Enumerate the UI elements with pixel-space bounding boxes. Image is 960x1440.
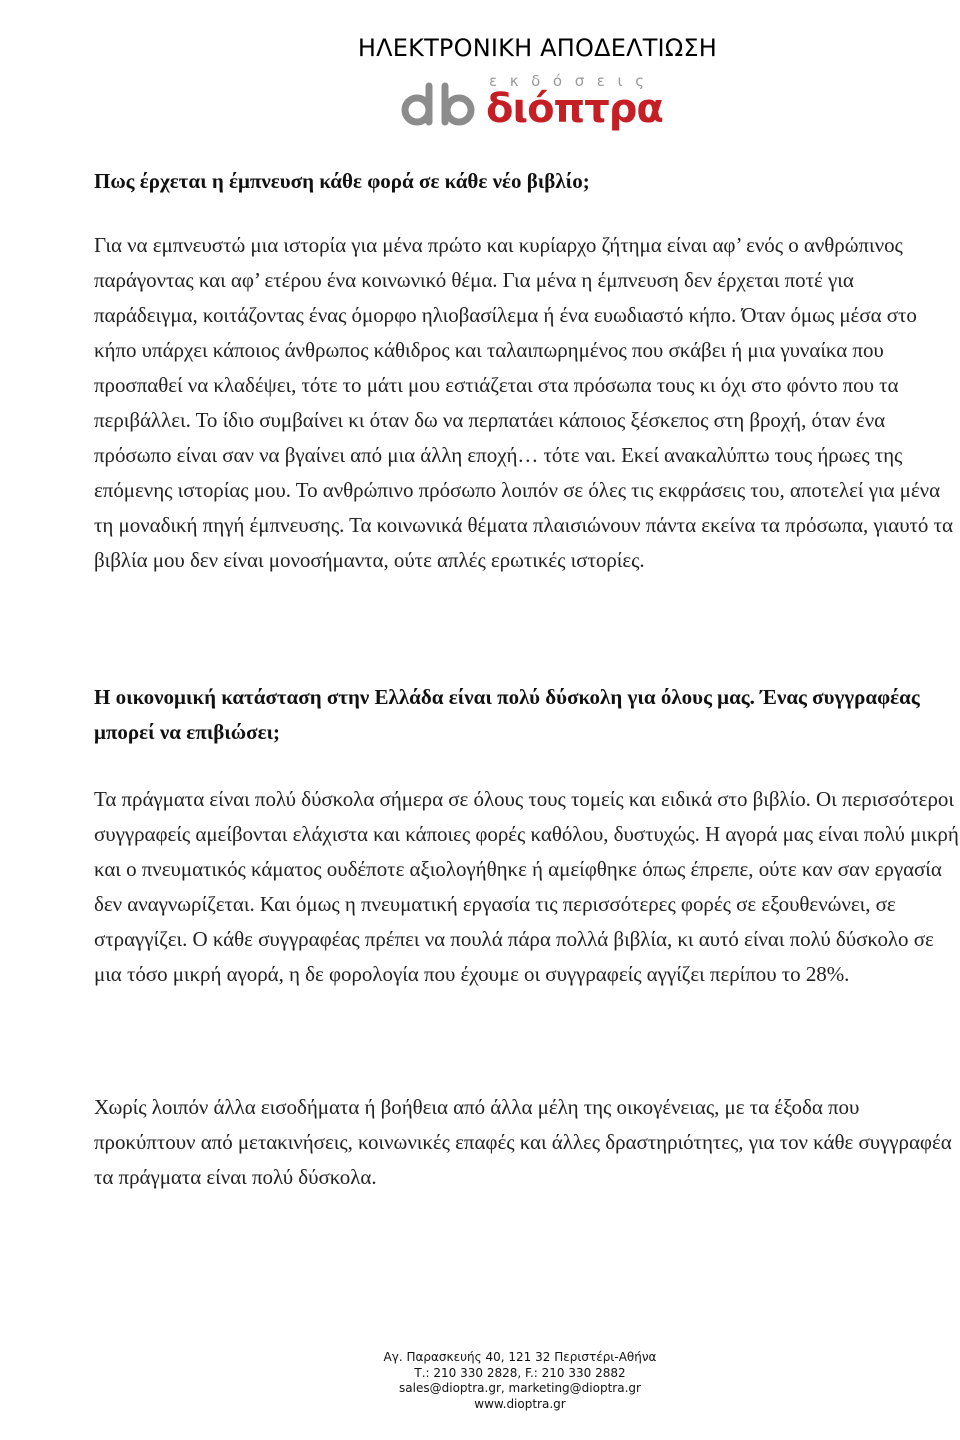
db-monogram-icon [399, 82, 481, 128]
logo-wordmark: διόπτρα [486, 86, 663, 132]
question-economy: Η οικονομική κατάσταση στην Ελλάδα είναι πολύ δύσκολη για όλους μας. Ένας συγγραφέας μπορεί να επιβιώσει; [94, 685, 920, 744]
answer-economy-continued: Χωρίς λοιπόν άλλα εισοδήματα ή βοήθεια από άλλα μέλη της οικογένειας, με τα έξοδα που προκύπτουν από μετακινήσεις, κοινωνικές επαφές και άλλες δραστηριότητες, για τον κάθε συγγραφέα τα πράγματα είναι πολύ δύσκολα. [94, 1095, 952, 1189]
footer-address: Αγ. Παρασκευής 40, 121 32 Περιστέρι-Αθήνα [383, 1350, 657, 1364]
footer-emails: sales@dioptra.gr, marketing@dioptra.gr [399, 1381, 641, 1395]
answer-inspiration: Για να εμπνευστώ μια ιστορία για μένα πρώτο και κυρίαρχο ζήτημα είναι αφ’ ενός ο ανθρώπινος παράγοντας και αφ’ ετέρου ένα κοινωνικό θέμα. Για μένα η έμπνευση δεν έρχεται ποτέ για παράδειγμα, κοιτάζοντας ένας όμορφο ηλιοβασίλεμα ή ένα ευωδιαστό κήπο. Όταν όμως μέσα στο κήπο υπάρχει κάποιος άνθρωπος κάθιδρος και ταλαιπωρημένος που σκάβει ή μια γυναίκα που προσπαθεί να κλαδέψει, τότε το μάτι μου εστιάζεται στα πρόσωπα τους κι όχι στο φόντο που τα περιβάλλει. Το ίδιο συμβαίνει κι όταν δω να περπατάει κάποιος ξέσκεπος στη βροχή, όταν ένα πρόσωπο είναι σαν να βγαίνει από μια άλλη εποχή… τότε ναι. Εκεί ανακαλύπτω τους ήρωες της επόμενης ιστορίας μου. Το ανθρώπινο πρόσωπο λοιπόν σε όλες τις εκφράσεις του, αποτελεί για μένα τη μοναδική πηγή έμπνευσης. Τα κοινωνικά θέματα πλαισιώνουν πάντα εκείνα τα πρόσωπα, γιαυτό τα βιβλία μου δεν είναι μονοσήμαντα, ούτε απλές ερωτικές ιστορίες. [94, 233, 953, 572]
question-inspiration: Πως έρχεται η έμπνευση κάθε φορά σε κάθε νέο βιβλίο; [94, 169, 590, 193]
answer-economy: Τα πράγματα είναι πολύ δύσκολα σήμερα σε όλους τους τομείς και ειδικά στο βιβλίο. Οι περισσότεροι συγγραφείς αμείβονται ελάχιστα και κάποιες φορές καθόλου, δυστυχώς. Η αγορά μας είναι πολύ μικρή και ο πνευματικός κάματος ουδέποτε αξιολογήθηκε ή αμείφθηκε όπως έπρεπε, ούτε καν σαν εργασία δεν αναγνωρίζεται. Και όμως η πνευματική εργασία τις περισσότερες φορές σε εξουθενώνει, σε στραγγίζει. Ο κάθε συγγραφέας πρέπει να πουλά πάρα πολλά βιβλία, κι αυτό είναι πολύ δύσκολο σε μια τόσο μικρή αγορά, η δε φορολογία που έχουμε οι συγγραφείς αγγίζει περίπου το 28%. [94, 787, 959, 986]
header-title: ΗΛΕΚΤΡΟΝΙΚΗ ΑΠΟΔΕΛΤΙΩΣΗ [357, 34, 717, 62]
footer-website: www.dioptra.gr [474, 1396, 566, 1411]
footer-contact [0, 1350, 960, 1412]
footer-phones: Τ.: 210 330 2828, F.: 210 330 2882 [414, 1365, 626, 1380]
logo-tagline: εκδόσεις [489, 72, 657, 90]
